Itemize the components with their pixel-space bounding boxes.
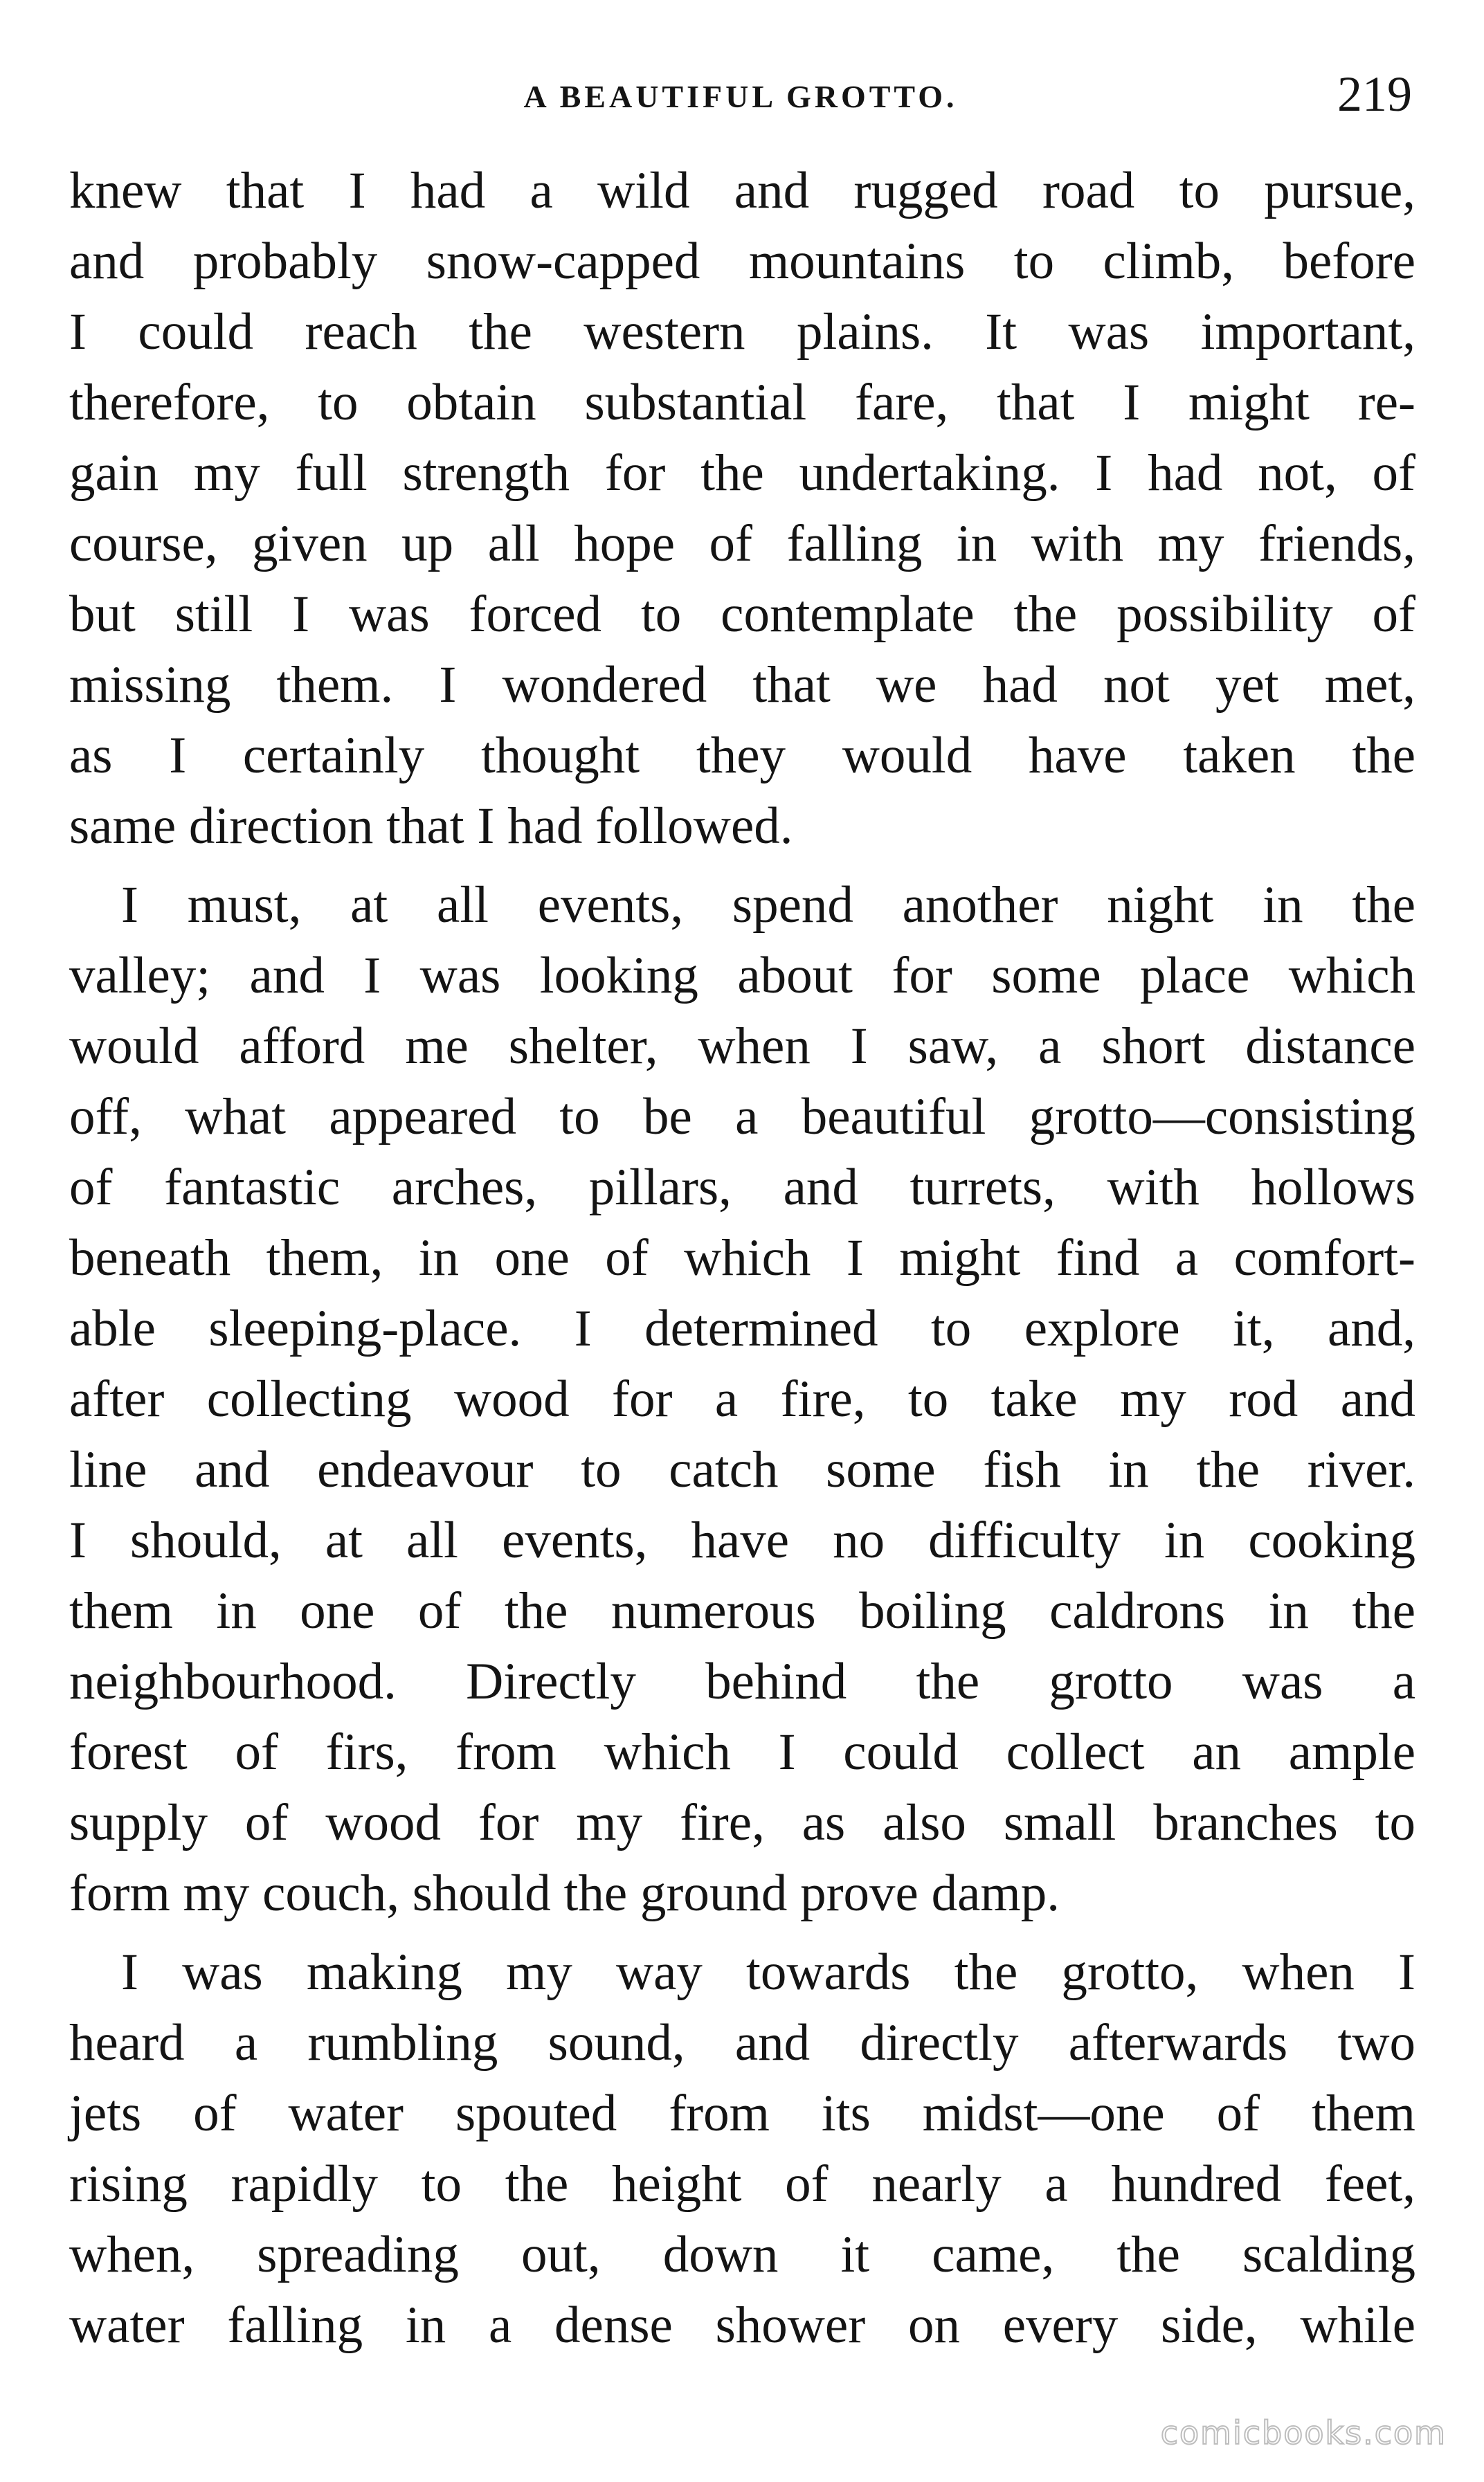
text-line: after collecting wood for a fire, to take my rod and — [69, 1370, 1415, 1428]
text-line: I was making my way towards the grotto, when I — [121, 1944, 1415, 2001]
paragraph-3 — [69, 1937, 1415, 2361]
text-line: jets of water spouted from its midst—one of them — [69, 2085, 1415, 2142]
text-line: heard a rumbling sound, and directly afterwards two — [69, 2014, 1415, 2072]
watermark: comicbooks.com — [1160, 2414, 1447, 2452]
text-line: water falling in a dense shower on every side, while — [69, 2297, 1415, 2354]
text-line: same direction that I had followed. — [69, 797, 793, 855]
text-line: I should, at all events, have no difficulty in cooking — [69, 1512, 1415, 1569]
text-line: valley; and I was looking about for some place which — [69, 947, 1415, 1004]
page-number: 219 — [1337, 66, 1412, 122]
text-line: supply of wood for my fire, as also small branches to — [69, 1794, 1415, 1851]
text-line: knew that I had a wild and rugged road to pursue, — [69, 162, 1415, 219]
text-line: neighbourhood. Directly behind the grotto was a — [69, 1653, 1415, 1710]
text-line: I could reach the western plains. It was important, — [69, 303, 1415, 361]
text-line: them in one of the numerous boiling caldrons in the — [69, 1582, 1415, 1640]
paragraph-1 — [69, 156, 1415, 862]
text-line: forest of firs, from which I could collect an ample — [69, 1723, 1415, 1781]
text-line: rising rapidly to the height of nearly a hundred feet, — [69, 2155, 1415, 2213]
text-line: would afford me shelter, when I saw, a short distance — [69, 1017, 1415, 1075]
text-line: as I certainly thought they would have taken the — [69, 727, 1415, 784]
text-line: form my couch, should the ground prove damp. — [69, 1865, 1060, 1922]
text-line: gain my full strength for the undertaking. I had not, of — [69, 444, 1415, 502]
body-text — [69, 156, 1415, 2361]
text-line: course, given up all hope of falling in with my friends, — [69, 515, 1415, 572]
text-line: of fantastic arches, pillars, and turrets, with hollows — [69, 1159, 1415, 1216]
text-line: therefore, to obtain substantial fare, that I might re- — [69, 374, 1415, 431]
paragraph-2 — [69, 870, 1415, 1929]
text-line: missing them. I wondered that we had not yet met, — [69, 656, 1415, 714]
text-line: when, spreading out, down it came, the scalding — [69, 2226, 1415, 2283]
text-line: line and endeavour to catch some fish in the river. — [69, 1441, 1415, 1498]
text-line: able sleeping-place. I determined to explore it, and, — [69, 1300, 1415, 1357]
text-line: and probably snow-capped mountains to climb, before — [69, 233, 1415, 290]
text-line: but still I was forced to contemplate the possibility of — [69, 586, 1415, 643]
text-line: off, what appeared to be a beautiful grotto—consisting — [69, 1088, 1415, 1145]
running-head — [69, 66, 1412, 135]
text-line: I must, at all events, spend another night in the — [121, 876, 1415, 934]
running-title: A BEAUTIFUL GROTTO. — [523, 79, 958, 114]
text-line: beneath them, in one of which I might find a comfort- — [69, 1229, 1415, 1287]
